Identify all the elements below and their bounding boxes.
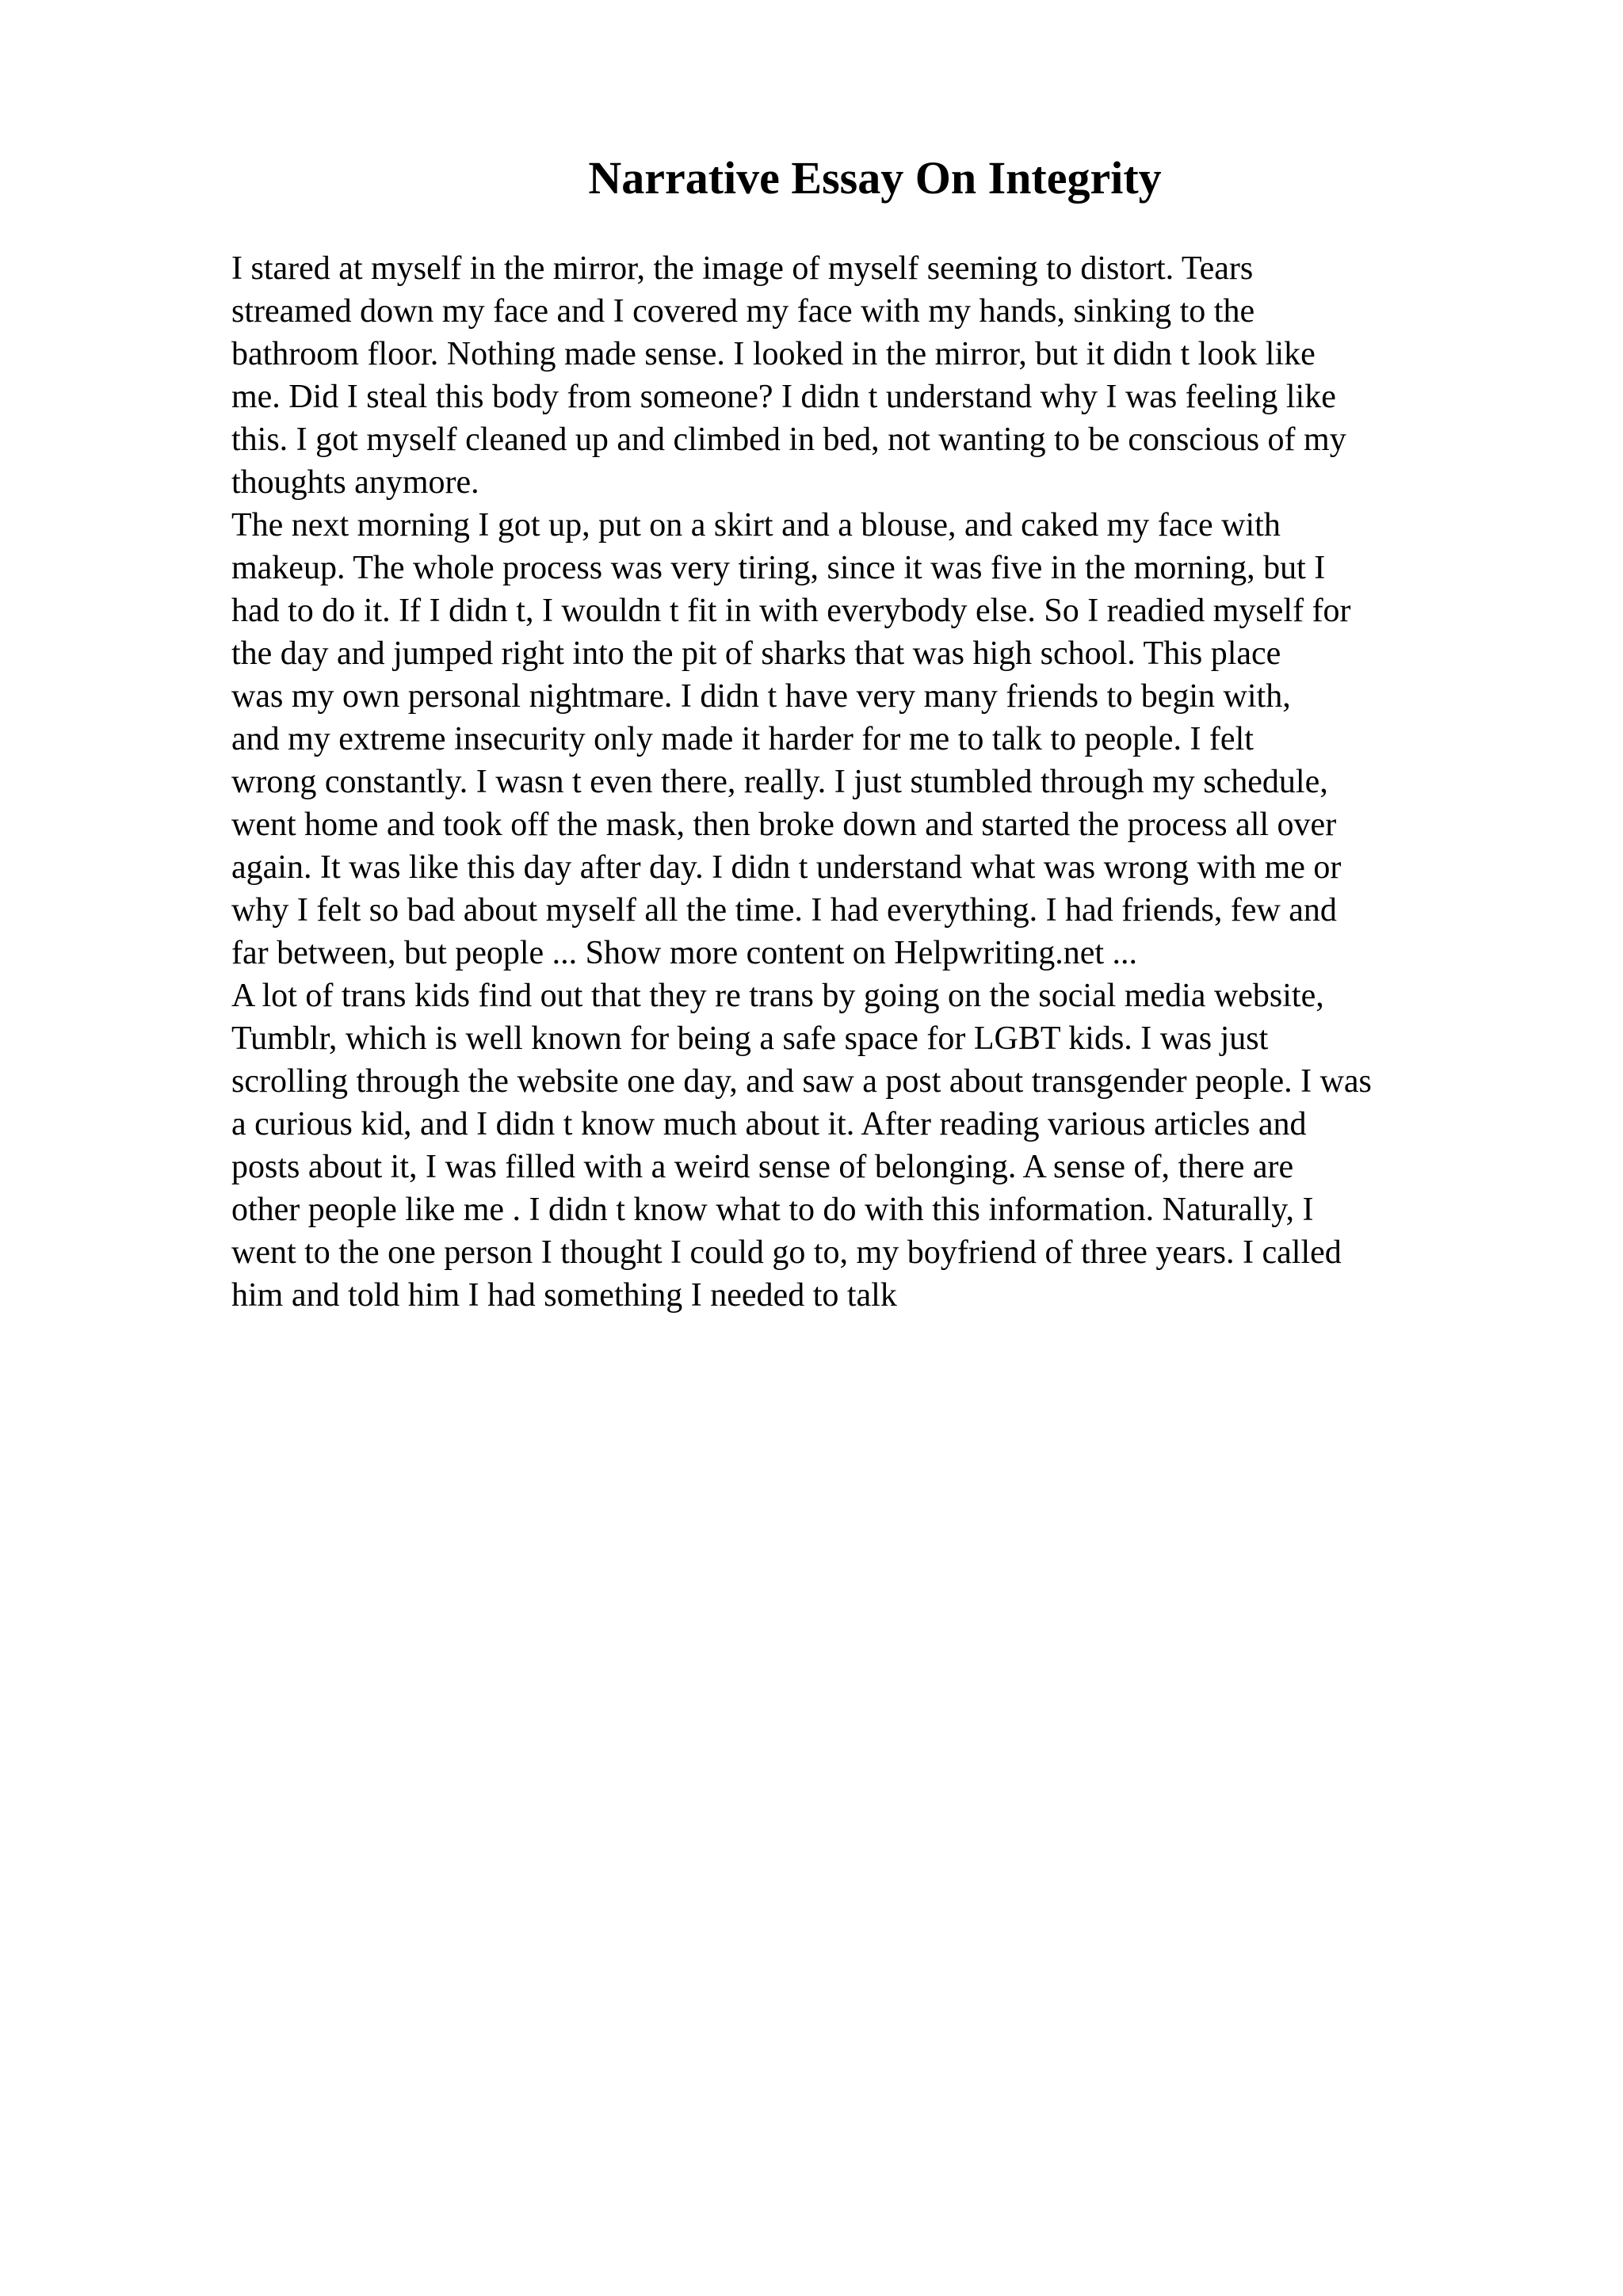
essay-line: again. It was like this day after day. I didn t understand what was wrong with me or bbox=[231, 849, 1342, 886]
essay-line: far between, but people ... Show more content on Helpwriting.net ... bbox=[231, 935, 1138, 971]
essay-line: was my own personal nightmare. I didn t have very many friends to begin with, bbox=[231, 678, 1291, 715]
essay-line: me. Did I steal this body from someone? I didn t understand why I was feeling like bbox=[231, 379, 1336, 415]
essay-line: the day and jumped right into the pit of sharks that was high school. This place bbox=[231, 635, 1281, 672]
essay-line: scrolling through the website one day, and saw a post about transgender people. I was bbox=[231, 1063, 1372, 1100]
essay-line: went home and took off the mask, then broke down and started the process all over bbox=[231, 807, 1337, 843]
essay-line: wrong constantly. I wasn t even there, really. I just stumbled through my schedule, bbox=[231, 764, 1328, 800]
essay-line: him and told him I had something I needed to talk bbox=[231, 1277, 897, 1314]
essay-line: streamed down my face and I covered my face with my hands, sinking to the bbox=[231, 293, 1255, 330]
essay-line: went to the one person I thought I could go to, my boyfriend of three years. I called bbox=[231, 1234, 1342, 1271]
essay-line: thoughts anymore. bbox=[231, 464, 479, 501]
essay-line: a curious kid, and I didn t know much about it. After reading various articles and bbox=[231, 1106, 1307, 1142]
essay-line: bathroom floor. Nothing made sense. I looked in the mirror, but it didn t look like bbox=[231, 336, 1316, 372]
document-title: Narrative Essay On Integrity bbox=[588, 152, 1162, 204]
essay-line: why I felt so bad about myself all the time. I had everything. I had friends, few and bbox=[231, 892, 1337, 929]
essay-line: Tumblr, which is well known for being a safe space for LGBT kids. I was just bbox=[231, 1020, 1269, 1057]
essay-line: The next morning I got up, put on a skirt and a blouse, and caked my face with bbox=[231, 507, 1281, 543]
essay-line: makeup. The whole process was very tiring, since it was five in the morning, but I bbox=[231, 550, 1326, 586]
essay-line: this. I got myself cleaned up and climbed in bed, not wanting to be conscious of my bbox=[231, 421, 1346, 458]
essay-line: had to do it. If I didn t, I wouldn t fit in with everybody else. So I readied myself for bbox=[231, 593, 1351, 629]
essay-line: A lot of trans kids find out that they re trans by going on the social media website, bbox=[231, 978, 1324, 1014]
essay-line: and my extreme insecurity only made it harder for me to talk to people. I felt bbox=[231, 721, 1254, 757]
essay-line: posts about it, I was filled with a weird sense of belonging. A sense of, there are bbox=[231, 1149, 1294, 1185]
essay-line: I stared at myself in the mirror, the image of myself seeming to distort. Tears bbox=[231, 250, 1254, 287]
essay-line: other people like me . I didn t know what to do with this information. Naturally, I bbox=[231, 1192, 1314, 1228]
essay-body bbox=[231, 247, 1531, 1317]
